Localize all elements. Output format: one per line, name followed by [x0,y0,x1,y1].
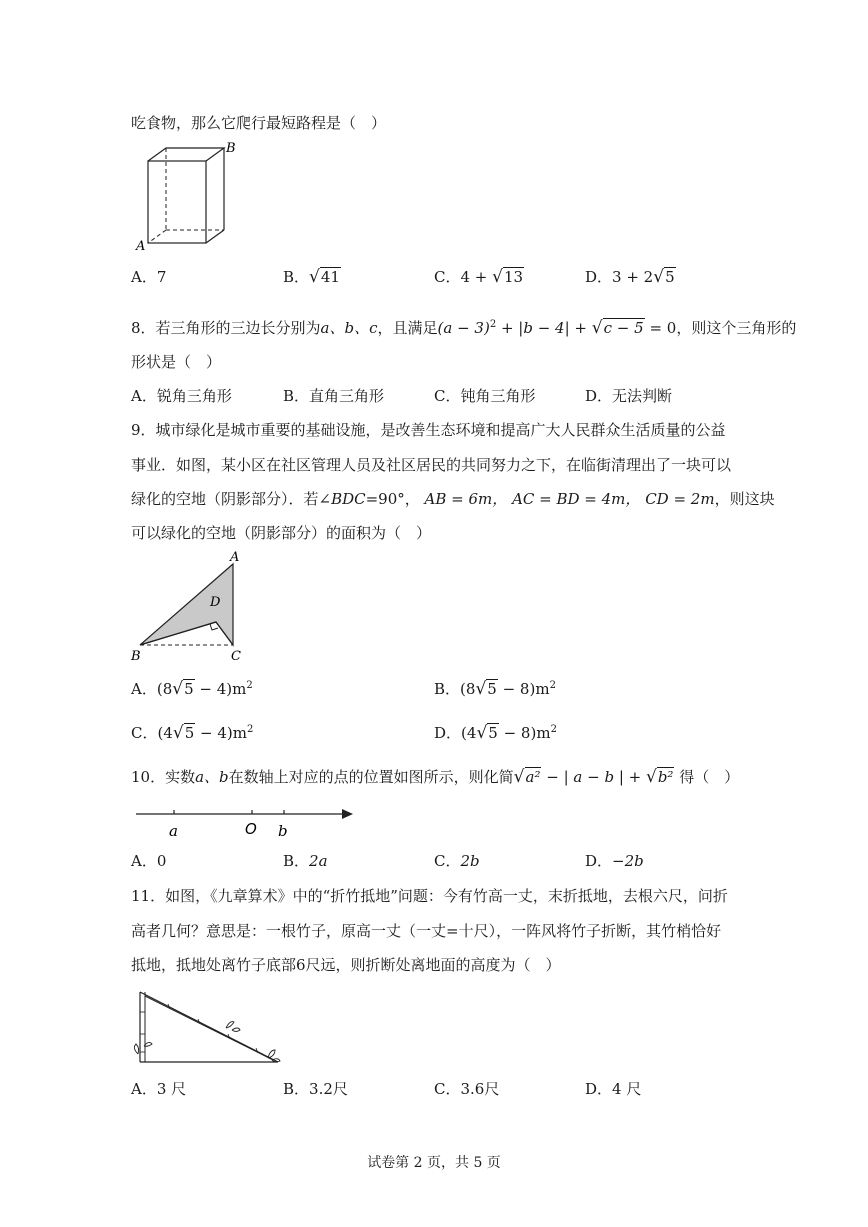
q11-option-c: C．3.6尺 [434,1080,500,1098]
q9-label-d: D [210,595,221,610]
q11-stem-line1: 11．如图，《九章算术》中的“折竹抵地”问题：今有竹高一丈，末折抵地，去根六尺，问折 [131,887,728,905]
q9-label-a: A [230,550,240,565]
q9-label-c: C [231,649,241,664]
q7-option-b: B．√41 [283,267,340,287]
q7-stem: 吃食物，那么它爬行最短路程是（ ） [131,114,387,132]
q11-stem-line3: 抵地，抵地处离竹子底部6尺远，则折断处离地面的高度为（ ） [131,956,561,974]
q9-option-b: B．$(8√5 - 8)m^2$ [434,679,556,699]
q9-stem-line4: 可以绿化的空地（阴影部分）的面积为（ ） [131,524,432,542]
q7-label-a: A [136,239,146,254]
q11-option-a: A．3 尺 [131,1080,187,1098]
q11-stem-line2: 高者几何？意思是：一根竹子，原高一丈（一丈=十尺），一阵风将竹子折断，其竹梢恰好 [131,922,722,940]
q10-option-b: B．2a [283,852,328,870]
q10-label-o: O [245,820,257,838]
q10-label-a: a [169,822,178,840]
q9-stem-line3: 绿化的空地（阴影部分）．若∠BDC=90°， AB = 6m， AC = BD = 4m， CD = 2m，则这块 [131,490,775,508]
q11-option-b: B．3.2尺 [283,1080,348,1098]
q9-stem-line1: 9．城市绿化是城市重要的基础设施，是改善生态环境和提高广大人民群众生活质量的公益 [131,421,726,439]
q7-label-b: B [226,141,236,156]
q10-label-b: b [278,822,288,840]
q8-stem-line1: 8．若三角形的三边长分别为a、b、c，且满足$(a - 3)^2 + |b - 4| + √c - 5 = 0$，则这个三角形的 [131,318,797,338]
q10-option-a: A．0 [131,852,167,870]
q9-option-d: D．$(4√5 - 8)m^2$ [434,723,557,743]
q9-option-a: A．$(8√5 - 4)m^2$ [131,679,253,699]
page-footer: 试卷第 2 页，共 5 页 [367,1155,501,1171]
q8-option-c: C．钝角三角形 [434,387,536,405]
q11-option-d: D．4 尺 [585,1080,642,1098]
q10-stem: 10．实数a、b在数轴上对应的点的位置如图所示，则化简√a² − | a − b | + √b² 得（ ） [131,767,740,787]
q10-option-d: D．−2b [585,852,644,870]
q9-option-c: C．$(4√5 - 4)m^2$ [131,723,254,743]
q9-triangle-figure [128,548,258,666]
q8-stem-line2: 形状是（ ） [131,353,222,371]
q7-option-a: A．7 [131,268,167,286]
q10-option-c: C．2b [434,852,480,870]
q9-label-b: B [131,649,141,664]
q7-option-c: C．4 + √13 [434,267,524,287]
q9-stem-line2: 事业．如图，某小区在社区管理人员及社区居民的共同努力之下，在临街清理出了一块可以 [131,456,732,474]
q10-number-line [132,800,357,842]
q11-bamboo-figure [128,984,288,1069]
q8-option-b: B．直角三角形 [283,387,385,405]
q7-box-figure [132,140,242,255]
q7-option-d: D．3 + 2√5 [585,267,675,287]
q8-option-a: A．锐角三角形 [131,387,232,405]
q8-option-d: D．无法判断 [585,387,673,405]
